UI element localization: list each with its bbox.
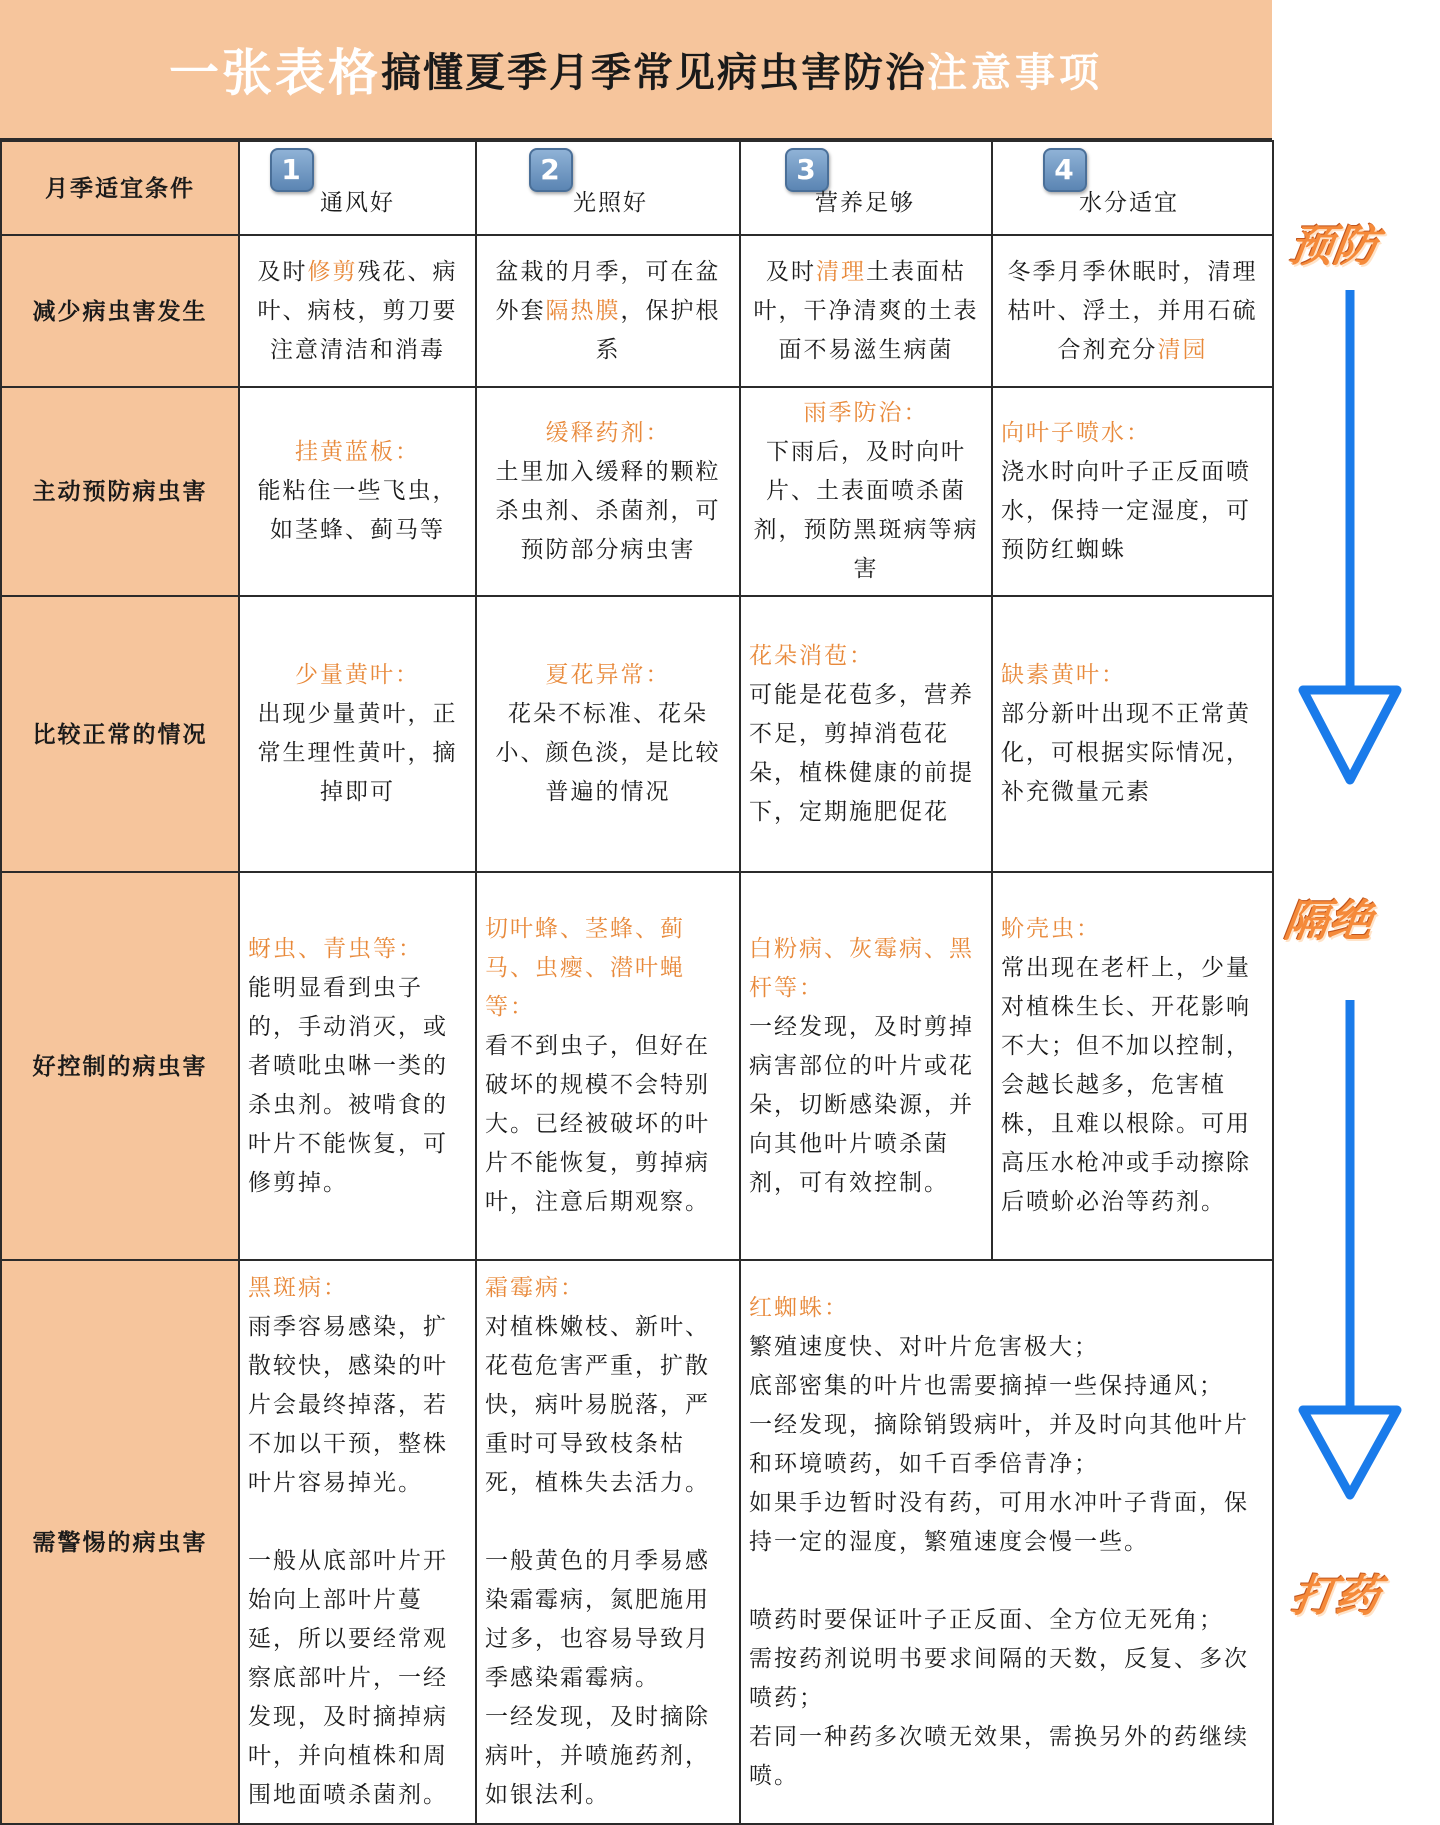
prevent-cell-1 xyxy=(239,387,476,596)
title-part-3: 注意事项 xyxy=(927,48,1103,96)
normal-cell-2 xyxy=(476,596,740,872)
alert-cell-3-4 xyxy=(740,1260,1273,1824)
alert-34-line-1: 繁殖速度快、对叶片危害极大； xyxy=(749,1333,1099,1360)
alert-34-line-5: 喷药时要保证叶子正反面、全方位无死角； xyxy=(749,1606,1224,1633)
reduce-3-text-a: 及时 xyxy=(766,258,816,285)
normal-1-body: 出现少量黄叶，正常生理性黄叶，摘掉即可 xyxy=(257,701,458,805)
alert-2-subtitle: 霜霉病： xyxy=(485,1275,585,1301)
down-arrow-icon-2 xyxy=(1295,1000,1405,1500)
normal-1-subtitle: 少量黄叶： xyxy=(295,662,420,688)
prevent-1-body: 能粘住一些飞虫，如茎蜂、蓟马等 xyxy=(257,478,458,543)
number-3-icon: 3 xyxy=(785,148,829,192)
normal-cell-1 xyxy=(239,596,476,872)
alert-2-para-3: 一经发现，及时摘除病叶，并喷施药剂，如银法利。 xyxy=(485,1704,710,1808)
row-header-alert: 需警惕的病虫害 xyxy=(1,1260,239,1824)
title-part-1: 一张表格 xyxy=(169,43,381,102)
rail-label-isolate: 隔绝 xyxy=(1280,896,1376,947)
condition-cell-3 xyxy=(740,141,992,235)
reduce-2-text-b: ，保护根系 xyxy=(595,297,721,363)
row-header-conditions: 月季适宜条件 xyxy=(1,141,239,235)
condition-cell-1 xyxy=(239,141,476,235)
control-cell-1 xyxy=(239,872,476,1260)
control-1-body: 能明显看到虫子的，手动消灭，或者喷吡虫啉一类的杀虫剂。被啃食的叶片不能恢复，可修剪掉。 xyxy=(248,974,448,1196)
prevent-2-body: 土里加入缓释的颗粒杀虫剂、杀菌剂，可预防部分病虫害 xyxy=(495,458,721,563)
condition-label-1: 通风好 xyxy=(320,190,395,216)
control-cell-3 xyxy=(740,872,992,1260)
control-cell-4 xyxy=(992,872,1273,1260)
reduce-4-highlight: 清园 xyxy=(1157,336,1208,363)
row-header-control: 好控制的病虫害 xyxy=(1,872,239,1260)
number-4-icon: 4 xyxy=(1043,148,1087,192)
title-banner xyxy=(0,0,1272,140)
control-4-subtitle: 蚧壳虫： xyxy=(1001,916,1101,942)
table-row-alert xyxy=(1,1260,1273,1824)
control-3-body: 一经发现，及时剪掉病害部位的叶片或花朵，切断感染源，并向其他叶片喷杀菌剂，可有效控制。 xyxy=(749,1013,974,1196)
control-cell-2 xyxy=(476,872,740,1260)
prevent-3-body: 下雨后，及时向叶片、土表面喷杀菌剂，预防黑斑病等病害 xyxy=(753,439,979,582)
control-4-body: 常出现在老杆上，少量对植株生长、开花影响不大；但不加以控制，会越长越多，危害植株，且难以根除。可用高压水枪冲或手动擦除后喷蚧必治等药剂。 xyxy=(1001,955,1251,1215)
alert-cell-2 xyxy=(476,1260,740,1824)
table-header-row xyxy=(1,141,1273,235)
reduce-1-highlight: 修剪 xyxy=(307,258,358,285)
alert-34-subtitle: 红蜘蛛： xyxy=(749,1294,849,1321)
prevent-cell-4 xyxy=(992,387,1273,596)
title-part-2: 搞懂夏季月季常见病虫害防治 xyxy=(381,48,927,96)
rail-label-prevent: 预防 xyxy=(1285,221,1381,272)
number-1-icon: 1 xyxy=(270,148,314,192)
reduce-cell-3 xyxy=(740,235,992,387)
alert-34-line-2: 底部密集的叶片也需要摘掉一些保持通风； xyxy=(749,1372,1224,1399)
rail-label-spray: 打药 xyxy=(1287,1571,1383,1622)
prevent-4-subtitle: 向叶子喷水： xyxy=(1001,419,1151,446)
reduce-3-highlight: 清理 xyxy=(816,258,866,285)
alert-34-line-3: 一经发现，摘除销毁病叶，并及时向其他叶片和环境喷药，如千百季倍青净； xyxy=(749,1411,1249,1477)
prevent-cell-2 xyxy=(476,387,740,596)
reduce-2-text-a: 盆栽的月季，可在盆外套 xyxy=(495,258,721,324)
alert-34-line-7: 若同一种药多次喷无效果，需换另外的药继续喷。 xyxy=(749,1723,1249,1789)
row-header-prevent: 主动预防病虫害 xyxy=(1,387,239,596)
reduce-3-text-b: 土表面枯叶，干净清爽的土表面不易滋生病菌 xyxy=(753,258,979,363)
normal-3-body: 可能是花苞多，营养不足，剪掉消苞花朵，植株健康的前提下，定期施肥促花 xyxy=(749,681,974,825)
row-header-reduce: 减少病虫害发生 xyxy=(1,235,239,387)
alert-34-line-6: 需按药剂说明书要求间隔的天数，反复、多次喷药； xyxy=(749,1645,1249,1711)
normal-4-subtitle: 缺素黄叶： xyxy=(1001,662,1126,688)
alert-1-subtitle: 黑斑病： xyxy=(248,1275,348,1301)
control-2-subtitle: 切叶蜂、茎蜂、蓟马、虫瘿、潜叶蝇等： xyxy=(485,916,685,1020)
normal-2-body: 花朵不标准、花朵小、颜色淡，是比较普遍的情况 xyxy=(495,701,721,805)
reduce-1-text-b: 残花、病叶、病枝，剪刀要注意清洁和消毒 xyxy=(257,258,458,363)
normal-cell-3 xyxy=(740,596,992,872)
table-row-control xyxy=(1,872,1273,1260)
alert-cell-1 xyxy=(239,1260,476,1824)
reduce-2-highlight: 隔热膜 xyxy=(545,297,621,324)
condition-label-2: 光照好 xyxy=(573,190,648,216)
control-2-body: 看不到虫子，但好在破坏的规模不会特别大。已经被破坏的叶片不能恢复，剪掉病叶，注意后期观察。 xyxy=(485,1033,710,1215)
prevent-4-body: 浇水时向叶子正反面喷水，保持一定湿度，可预防红蜘蛛 xyxy=(1001,458,1251,563)
reduce-1-text-a: 及时 xyxy=(257,258,308,285)
normal-2-subtitle: 夏花异常： xyxy=(545,662,671,688)
alert-2-para-2: 一般黄色的月季易感染霜霉病，氮肥施用过多，也容易导致月季感染霜霉病。 xyxy=(485,1548,710,1691)
condition-cell-4 xyxy=(992,141,1273,235)
reduce-cell-2 xyxy=(476,235,740,387)
alert-34-line-4: 如果手边暂时没有药，可用水冲叶子背面，保持一定的湿度，繁殖速度会慢一些。 xyxy=(749,1489,1249,1555)
alert-1-para-1: 雨季容易感染，扩散较快，感染的叶片会最终掉落，若不加以干预，整株叶片容易掉光。 xyxy=(248,1314,448,1496)
table-row-reduce xyxy=(1,235,1273,387)
row-header-normal: 比较正常的情况 xyxy=(1,596,239,872)
table-row-normal xyxy=(1,596,1273,872)
prevent-2-subtitle: 缓释药剂： xyxy=(545,419,671,446)
number-2-icon: 2 xyxy=(529,148,573,192)
prevent-cell-3 xyxy=(740,387,992,596)
prevent-1-subtitle: 挂黄蓝板： xyxy=(295,439,420,465)
prevent-3-subtitle: 雨季防治： xyxy=(803,400,929,426)
alert-1-para-2: 一般从底部叶片开始向上部叶片蔓延，所以要经常观察底部叶片，一经发现，及时摘掉病叶，并向植株和周围地面喷杀菌剂。 xyxy=(248,1548,448,1808)
table-row-prevent xyxy=(1,387,1273,596)
alert-2-para-1: 对植株嫩枝、新叶、花苞危害严重，扩散快，病叶易脱落，严重时可导致枝条枯死，植株失去活力。 xyxy=(485,1314,710,1496)
control-3-subtitle: 白粉病、灰霉病、黑杆等： xyxy=(749,935,974,1001)
condition-label-4: 水分适宜 xyxy=(1079,190,1179,216)
normal-4-body: 部分新叶出现不正常黄化，可根据实际情况，补充微量元素 xyxy=(1001,701,1251,805)
down-arrow-icon-1 xyxy=(1295,290,1405,790)
reduce-4-text-a: 冬季月季休眠时，清理枯叶、浮土，并用石硫合剂充分 xyxy=(1007,258,1258,363)
pest-control-table xyxy=(0,140,1274,1825)
reduce-cell-4 xyxy=(992,235,1273,387)
normal-3-subtitle: 花朵消苞： xyxy=(749,642,874,669)
reduce-cell-1 xyxy=(239,235,476,387)
normal-cell-4 xyxy=(992,596,1273,872)
condition-cell-2 xyxy=(476,141,740,235)
control-1-subtitle: 蚜虫、青虫等： xyxy=(248,935,423,962)
condition-label-3: 营养足够 xyxy=(815,190,915,216)
